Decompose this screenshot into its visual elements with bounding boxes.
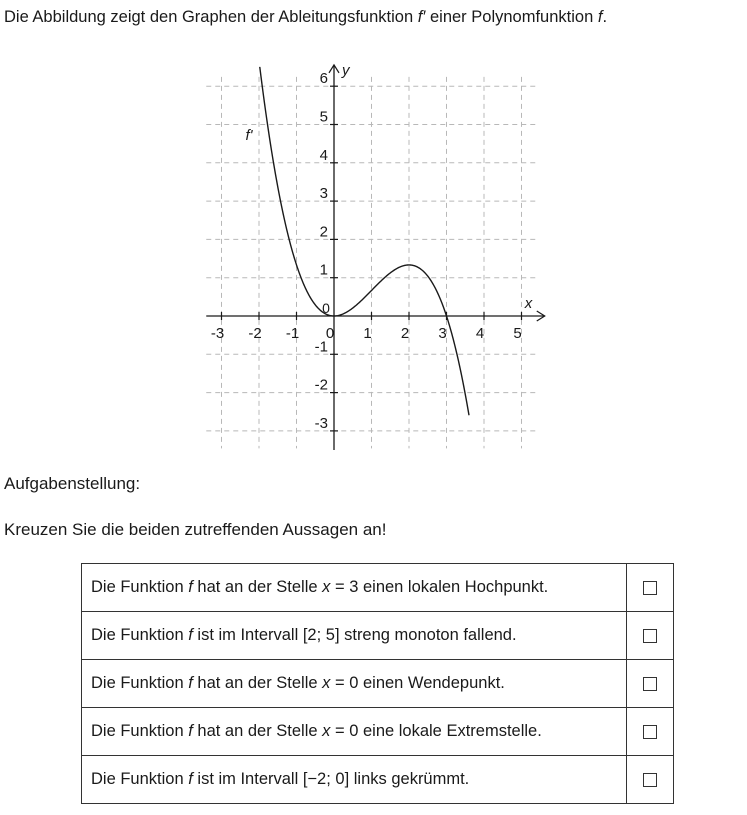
y-tick-label: -2 — [314, 376, 328, 394]
statement-part-post: = 3 einen lokalen Hochpunkt. — [330, 578, 549, 596]
statement-part-post: = 0 einen Wendepunkt. — [330, 674, 505, 692]
intro-fprime: f′ — [417, 8, 426, 26]
statement-text — [82, 612, 627, 660]
y-tick-label: 6 — [319, 70, 328, 88]
function-label: f' — [245, 126, 253, 144]
x-tick-label: 4 — [475, 325, 485, 342]
intro-f: f — [597, 8, 603, 26]
statement-checkbox[interactable] — [643, 581, 657, 595]
statement-part-pre: Die Funktion — [91, 626, 189, 644]
statement-part-pre: Die Funktion — [91, 722, 189, 740]
statement-part-x: x — [322, 578, 331, 596]
statement-part-f: f — [188, 674, 193, 692]
y-tick-label: 5 — [319, 108, 328, 126]
y-axis-label: y — [342, 61, 350, 79]
statement-text — [82, 660, 627, 708]
statement-part-mid: ist im Intervall [−2; 0] links gekrümmt. — [192, 770, 470, 788]
statement-row — [82, 564, 674, 612]
x-tick-label: -1 — [285, 325, 300, 342]
y-tick-label: 3 — [319, 185, 328, 203]
statement-part-f: f — [188, 770, 193, 788]
statement-part-mid: ist im Intervall [2; 5] streng monoton fallend. — [192, 626, 517, 644]
statement-part-f: f — [188, 626, 193, 644]
statement-part-post: = 0 eine lokale Extremstelle. — [330, 722, 542, 740]
statement-checkbox[interactable] — [643, 629, 657, 643]
y-tick-label: -1 — [314, 338, 328, 356]
statement-checkbox[interactable] — [643, 773, 657, 787]
curve-f-prime — [258, 54, 469, 415]
x-tick-label: 3 — [438, 325, 447, 342]
checkbox-cell — [627, 756, 674, 804]
task-instruction: Kreuzen Sie die beiden zutreffenden Aussagen an! — [4, 520, 387, 539]
x-tick-label: 1 — [363, 325, 372, 342]
statement-part-pre: Die Funktion — [91, 578, 189, 596]
y-tick-label: 1 — [319, 261, 328, 279]
y-tick-label: -3 — [314, 414, 328, 432]
statement-row — [82, 612, 674, 660]
statement-part-f: f — [188, 722, 193, 740]
statement-row — [82, 708, 674, 756]
intro-prefix: Die Abbildung zeigt den Graphen der Ableitungsfunktion — [4, 8, 418, 26]
axes — [206, 65, 545, 450]
x-tick-label: 0 — [325, 325, 335, 342]
origin-label: 0 — [322, 300, 330, 316]
statement-part-f: f — [188, 578, 193, 596]
statement-part-x: x — [322, 722, 331, 740]
statement-table — [81, 563, 674, 804]
statement-row — [82, 660, 674, 708]
x-tick-label: -3 — [210, 325, 225, 342]
statement-part-x: x — [322, 674, 331, 692]
statement-checkbox[interactable] — [643, 725, 657, 739]
statement-checkbox[interactable] — [643, 677, 657, 691]
statement-part-mid: hat an der Stelle — [192, 578, 323, 596]
grid — [206, 77, 537, 449]
x-tick-label: 5 — [513, 325, 522, 342]
checkbox-cell — [627, 708, 674, 756]
statement-text — [82, 756, 627, 804]
statement-part-mid: hat an der Stelle — [192, 722, 323, 740]
statement-part-pre: Die Funktion — [91, 770, 189, 788]
intro-middle: einer Polynomfunktion — [425, 8, 598, 26]
x-tick-label: 2 — [400, 325, 410, 342]
statement-part-pre: Die Funktion — [91, 674, 189, 692]
x-tick-label: -2 — [248, 325, 262, 342]
y-tick-label: 2 — [319, 223, 328, 241]
statement-row — [82, 756, 674, 804]
statement-part-mid: hat an der Stelle — [192, 674, 323, 692]
intro-suffix: . — [602, 8, 608, 26]
statement-text — [82, 564, 627, 612]
x-axis-label: x — [524, 295, 533, 312]
y-tick-label: 4 — [319, 146, 328, 164]
checkbox-cell — [627, 660, 674, 708]
checkbox-cell — [627, 564, 674, 612]
task-title: Aufgabenstellung: — [4, 474, 141, 493]
statement-text — [82, 708, 627, 756]
checkbox-cell — [627, 612, 674, 660]
